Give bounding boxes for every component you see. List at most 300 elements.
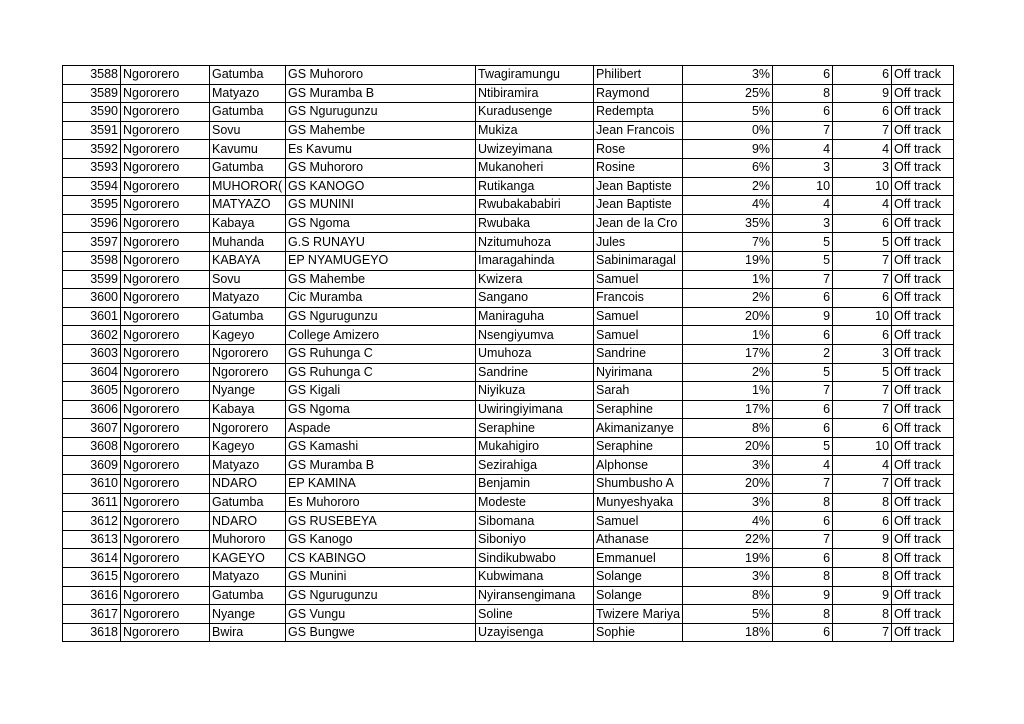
- cell-district: Ngororero: [121, 549, 210, 568]
- cell-row-id: 3604: [63, 363, 121, 382]
- cell-sector: Nyange: [210, 605, 286, 624]
- cell-score-a: 4: [773, 140, 833, 159]
- cell-district: Ngororero: [121, 307, 210, 326]
- cell-last-name: Mukiza: [476, 121, 594, 140]
- cell-district: Ngororero: [121, 344, 210, 363]
- cell-score-a: 2: [773, 344, 833, 363]
- cell-sector: Kabaya: [210, 400, 286, 419]
- table-row: [63, 363, 954, 382]
- table-row: [63, 251, 954, 270]
- cell-first-name: Nyirimana: [594, 363, 683, 382]
- cell-last-name: Nsengiyumva: [476, 326, 594, 345]
- cell-school: GS Munini: [286, 568, 476, 587]
- cell-first-name: Munyeshyaka: [594, 493, 683, 512]
- cell-district: Ngororero: [121, 456, 210, 475]
- table-row: [63, 66, 954, 85]
- cell-score-b: 7: [833, 400, 892, 419]
- cell-score-a: 4: [773, 196, 833, 215]
- cell-last-name: Uzayisenga: [476, 623, 594, 642]
- cell-district: Ngororero: [121, 419, 210, 438]
- cell-score-a: 6: [773, 512, 833, 531]
- cell-sector: KABAYA: [210, 251, 286, 270]
- cell-score-b: 7: [833, 382, 892, 401]
- cell-status: Off track: [892, 586, 954, 605]
- cell-sector: Gatumba: [210, 103, 286, 122]
- cell-last-name: Maniraguha: [476, 307, 594, 326]
- cell-school: G.S RUNAYU: [286, 233, 476, 252]
- table-row: [63, 177, 954, 196]
- cell-status: Off track: [892, 605, 954, 624]
- table-row: [63, 623, 954, 642]
- table-row: [63, 512, 954, 531]
- cell-district: Ngororero: [121, 568, 210, 587]
- table-row: [63, 289, 954, 308]
- cell-sector: Matyazo: [210, 456, 286, 475]
- cell-sector: Bwira: [210, 623, 286, 642]
- cell-score-b: 10: [833, 307, 892, 326]
- table-row: [63, 103, 954, 122]
- cell-score-b: 7: [833, 623, 892, 642]
- data-table: [62, 65, 954, 642]
- cell-district: Ngororero: [121, 196, 210, 215]
- cell-status: Off track: [892, 437, 954, 456]
- cell-percent: 6%: [683, 158, 773, 177]
- cell-row-id: 3603: [63, 344, 121, 363]
- table-row: [63, 605, 954, 624]
- cell-last-name: Kwizera: [476, 270, 594, 289]
- cell-percent: 5%: [683, 103, 773, 122]
- cell-score-b: 10: [833, 437, 892, 456]
- cell-school: GS Ngurugunzu: [286, 586, 476, 605]
- cell-score-a: 7: [773, 475, 833, 494]
- cell-last-name: Soline: [476, 605, 594, 624]
- cell-sector: Ngororero: [210, 363, 286, 382]
- cell-sector: Ngororero: [210, 419, 286, 438]
- cell-school: GS Kigali: [286, 382, 476, 401]
- cell-last-name: Seraphine: [476, 419, 594, 438]
- cell-row-id: 3599: [63, 270, 121, 289]
- cell-district: Ngororero: [121, 103, 210, 122]
- cell-percent: 1%: [683, 382, 773, 401]
- cell-score-a: 6: [773, 326, 833, 345]
- cell-score-a: 8: [773, 605, 833, 624]
- cell-last-name: Nyiransengimana: [476, 586, 594, 605]
- cell-school: Cic Muramba: [286, 289, 476, 308]
- cell-school: Es Muhororo: [286, 493, 476, 512]
- cell-sector: Sovu: [210, 270, 286, 289]
- cell-row-id: 3596: [63, 214, 121, 233]
- cell-last-name: Modeste: [476, 493, 594, 512]
- cell-district: Ngororero: [121, 214, 210, 233]
- cell-score-b: 4: [833, 456, 892, 475]
- cell-school: GS Mahembe: [286, 270, 476, 289]
- cell-sector: Muhanda: [210, 233, 286, 252]
- cell-first-name: Sabinimaragal: [594, 251, 683, 270]
- table-row: [63, 326, 954, 345]
- cell-last-name: Sezirahiga: [476, 456, 594, 475]
- cell-school: GS MUNINI: [286, 196, 476, 215]
- cell-row-id: 3589: [63, 84, 121, 103]
- cell-percent: 3%: [683, 568, 773, 587]
- cell-score-b: 9: [833, 586, 892, 605]
- cell-first-name: Rosine: [594, 158, 683, 177]
- cell-sector: Matyazo: [210, 84, 286, 103]
- table-row: [63, 140, 954, 159]
- cell-first-name: Samuel: [594, 270, 683, 289]
- cell-row-id: 3590: [63, 103, 121, 122]
- cell-percent: 5%: [683, 605, 773, 624]
- table-row: [63, 475, 954, 494]
- cell-score-a: 7: [773, 121, 833, 140]
- cell-score-a: 8: [773, 568, 833, 587]
- cell-score-a: 8: [773, 493, 833, 512]
- cell-score-a: 3: [773, 158, 833, 177]
- cell-status: Off track: [892, 289, 954, 308]
- cell-row-id: 3611: [63, 493, 121, 512]
- cell-last-name: Uwiringiyimana: [476, 400, 594, 419]
- cell-score-a: 8: [773, 84, 833, 103]
- cell-percent: 1%: [683, 326, 773, 345]
- cell-sector: Gatumba: [210, 493, 286, 512]
- cell-score-b: 7: [833, 121, 892, 140]
- cell-percent: 35%: [683, 214, 773, 233]
- cell-score-b: 7: [833, 270, 892, 289]
- cell-score-b: 8: [833, 549, 892, 568]
- cell-score-b: 4: [833, 140, 892, 159]
- cell-sector: MUHOROR(: [210, 177, 286, 196]
- cell-district: Ngororero: [121, 158, 210, 177]
- cell-row-id: 3602: [63, 326, 121, 345]
- cell-school: GS Ngoma: [286, 214, 476, 233]
- table-row: [63, 233, 954, 252]
- cell-percent: 3%: [683, 456, 773, 475]
- cell-status: Off track: [892, 103, 954, 122]
- cell-score-a: 5: [773, 437, 833, 456]
- cell-last-name: Rwubaka: [476, 214, 594, 233]
- cell-percent: 17%: [683, 400, 773, 419]
- table-row: [63, 456, 954, 475]
- cell-school: GS Muramba B: [286, 84, 476, 103]
- cell-score-a: 6: [773, 103, 833, 122]
- cell-district: Ngororero: [121, 437, 210, 456]
- cell-score-b: 6: [833, 326, 892, 345]
- cell-last-name: Kubwimana: [476, 568, 594, 587]
- cell-score-b: 6: [833, 103, 892, 122]
- cell-first-name: Jean de la Cro: [594, 214, 683, 233]
- cell-district: Ngororero: [121, 289, 210, 308]
- cell-first-name: Solange: [594, 586, 683, 605]
- cell-status: Off track: [892, 270, 954, 289]
- cell-status: Off track: [892, 419, 954, 438]
- cell-first-name: Sophie: [594, 623, 683, 642]
- cell-school: GS Ngoma: [286, 400, 476, 419]
- cell-score-b: 8: [833, 605, 892, 624]
- cell-score-a: 5: [773, 233, 833, 252]
- cell-percent: 2%: [683, 363, 773, 382]
- cell-sector: KAGEYO: [210, 549, 286, 568]
- cell-school: GS Mahembe: [286, 121, 476, 140]
- cell-status: Off track: [892, 121, 954, 140]
- cell-status: Off track: [892, 177, 954, 196]
- cell-status: Off track: [892, 382, 954, 401]
- cell-sector: NDARO: [210, 475, 286, 494]
- cell-percent: 3%: [683, 493, 773, 512]
- table-row: [63, 307, 954, 326]
- cell-district: Ngororero: [121, 586, 210, 605]
- cell-last-name: Imaragahinda: [476, 251, 594, 270]
- cell-row-id: 3607: [63, 419, 121, 438]
- cell-first-name: Jean Baptiste: [594, 177, 683, 196]
- cell-row-id: 3595: [63, 196, 121, 215]
- cell-score-a: 5: [773, 251, 833, 270]
- cell-status: Off track: [892, 549, 954, 568]
- cell-first-name: Seraphine: [594, 400, 683, 419]
- cell-sector: Gatumba: [210, 586, 286, 605]
- cell-row-id: 3608: [63, 437, 121, 456]
- cell-first-name: Sandrine: [594, 344, 683, 363]
- cell-row-id: 3592: [63, 140, 121, 159]
- cell-row-id: 3597: [63, 233, 121, 252]
- cell-last-name: Sindikubwabo: [476, 549, 594, 568]
- cell-last-name: Sangano: [476, 289, 594, 308]
- table-row: [63, 344, 954, 363]
- cell-first-name: Jean Francois: [594, 121, 683, 140]
- cell-sector: Gatumba: [210, 158, 286, 177]
- cell-score-a: 10: [773, 177, 833, 196]
- cell-first-name: Alphonse: [594, 456, 683, 475]
- cell-first-name: Solange: [594, 568, 683, 587]
- table-row: [63, 437, 954, 456]
- cell-sector: Kabaya: [210, 214, 286, 233]
- cell-row-id: 3594: [63, 177, 121, 196]
- table-row: [63, 196, 954, 215]
- table-row: [63, 530, 954, 549]
- cell-row-id: 3615: [63, 568, 121, 587]
- cell-first-name: Athanase: [594, 530, 683, 549]
- cell-score-a: 6: [773, 400, 833, 419]
- cell-score-b: 9: [833, 530, 892, 549]
- cell-district: Ngororero: [121, 493, 210, 512]
- cell-sector: Kageyo: [210, 326, 286, 345]
- cell-first-name: Rose: [594, 140, 683, 159]
- table-row: [63, 214, 954, 233]
- cell-first-name: Samuel: [594, 512, 683, 531]
- cell-percent: 17%: [683, 344, 773, 363]
- cell-district: Ngororero: [121, 270, 210, 289]
- cell-score-a: 5: [773, 363, 833, 382]
- cell-score-a: 9: [773, 307, 833, 326]
- cell-status: Off track: [892, 363, 954, 382]
- cell-school: GS RUSEBEYA: [286, 512, 476, 531]
- cell-last-name: Niyikuza: [476, 382, 594, 401]
- cell-school: GS Ruhunga C: [286, 344, 476, 363]
- cell-score-b: 6: [833, 289, 892, 308]
- cell-percent: 19%: [683, 549, 773, 568]
- cell-row-id: 3609: [63, 456, 121, 475]
- cell-school: GS Ruhunga C: [286, 363, 476, 382]
- table-row: [63, 493, 954, 512]
- cell-percent: 25%: [683, 84, 773, 103]
- cell-sector: Matyazo: [210, 568, 286, 587]
- cell-score-a: 7: [773, 530, 833, 549]
- cell-last-name: Benjamin: [476, 475, 594, 494]
- cell-district: Ngororero: [121, 400, 210, 419]
- cell-status: Off track: [892, 233, 954, 252]
- cell-first-name: Philibert: [594, 66, 683, 85]
- cell-first-name: Jean Baptiste: [594, 196, 683, 215]
- cell-district: Ngororero: [121, 605, 210, 624]
- cell-first-name: Redempta: [594, 103, 683, 122]
- cell-status: Off track: [892, 196, 954, 215]
- cell-last-name: Mukahigiro: [476, 437, 594, 456]
- cell-school: GS Ngurugunzu: [286, 103, 476, 122]
- cell-last-name: Sandrine: [476, 363, 594, 382]
- cell-first-name: Sarah: [594, 382, 683, 401]
- cell-first-name: Samuel: [594, 307, 683, 326]
- cell-district: Ngororero: [121, 326, 210, 345]
- cell-score-b: 7: [833, 251, 892, 270]
- cell-district: Ngororero: [121, 512, 210, 531]
- cell-first-name: Samuel: [594, 326, 683, 345]
- cell-sector: Ngororero: [210, 344, 286, 363]
- cell-district: Ngororero: [121, 623, 210, 642]
- cell-status: Off track: [892, 568, 954, 587]
- cell-row-id: 3617: [63, 605, 121, 624]
- cell-row-id: 3614: [63, 549, 121, 568]
- cell-sector: Gatumba: [210, 307, 286, 326]
- cell-score-a: 6: [773, 549, 833, 568]
- cell-sector: Sovu: [210, 121, 286, 140]
- cell-first-name: Emmanuel: [594, 549, 683, 568]
- cell-score-b: 9: [833, 84, 892, 103]
- cell-status: Off track: [892, 400, 954, 419]
- cell-score-b: 10: [833, 177, 892, 196]
- cell-row-id: 3598: [63, 251, 121, 270]
- cell-status: Off track: [892, 84, 954, 103]
- cell-sector: Muhororo: [210, 530, 286, 549]
- table-row: [63, 400, 954, 419]
- table-row: [63, 121, 954, 140]
- cell-school: Aspade: [286, 419, 476, 438]
- cell-first-name: Jules: [594, 233, 683, 252]
- cell-sector: Kavumu: [210, 140, 286, 159]
- cell-score-a: 4: [773, 456, 833, 475]
- cell-last-name: Sibomana: [476, 512, 594, 531]
- table-row: [63, 382, 954, 401]
- table-row: [63, 568, 954, 587]
- cell-status: Off track: [892, 307, 954, 326]
- cell-district: Ngororero: [121, 66, 210, 85]
- cell-first-name: Twizere Mariya: [594, 605, 683, 624]
- table-row: [63, 586, 954, 605]
- cell-school: CS KABINGO: [286, 549, 476, 568]
- table-row: [63, 84, 954, 103]
- cell-score-b: 6: [833, 419, 892, 438]
- cell-score-a: 7: [773, 270, 833, 289]
- cell-status: Off track: [892, 251, 954, 270]
- cell-school: EP NYAMUGEYO: [286, 251, 476, 270]
- cell-score-b: 4: [833, 196, 892, 215]
- cell-score-a: 6: [773, 66, 833, 85]
- table-row: [63, 549, 954, 568]
- cell-score-b: 3: [833, 158, 892, 177]
- cell-row-id: 3610: [63, 475, 121, 494]
- cell-percent: 9%: [683, 140, 773, 159]
- cell-district: Ngororero: [121, 530, 210, 549]
- cell-percent: 19%: [683, 251, 773, 270]
- cell-percent: 4%: [683, 196, 773, 215]
- cell-score-a: 6: [773, 289, 833, 308]
- cell-score-a: 6: [773, 623, 833, 642]
- cell-percent: 4%: [683, 512, 773, 531]
- cell-district: Ngororero: [121, 233, 210, 252]
- cell-percent: 0%: [683, 121, 773, 140]
- cell-sector: Kageyo: [210, 437, 286, 456]
- cell-first-name: Shumbusho A: [594, 475, 683, 494]
- table-row: [63, 158, 954, 177]
- table-body: [63, 66, 954, 642]
- cell-last-name: Rwubakababiri: [476, 196, 594, 215]
- cell-percent: 2%: [683, 177, 773, 196]
- cell-last-name: Uwizeyimana: [476, 140, 594, 159]
- cell-status: Off track: [892, 158, 954, 177]
- cell-district: Ngororero: [121, 475, 210, 494]
- cell-status: Off track: [892, 66, 954, 85]
- cell-row-id: 3606: [63, 400, 121, 419]
- table-row: [63, 419, 954, 438]
- cell-status: Off track: [892, 623, 954, 642]
- cell-last-name: Umuhoza: [476, 344, 594, 363]
- cell-school: GS KANOGO: [286, 177, 476, 196]
- cell-school: College Amizero: [286, 326, 476, 345]
- cell-status: Off track: [892, 214, 954, 233]
- cell-first-name: Raymond: [594, 84, 683, 103]
- cell-school: GS Kanogo: [286, 530, 476, 549]
- cell-last-name: Twagiramungu: [476, 66, 594, 85]
- cell-score-a: 3: [773, 214, 833, 233]
- cell-first-name: Akimanizanye: [594, 419, 683, 438]
- cell-score-b: 6: [833, 66, 892, 85]
- cell-score-b: 8: [833, 493, 892, 512]
- cell-row-id: 3593: [63, 158, 121, 177]
- cell-last-name: Nzitumuhoza: [476, 233, 594, 252]
- cell-sector: NDARO: [210, 512, 286, 531]
- cell-district: Ngororero: [121, 84, 210, 103]
- cell-first-name: Seraphine: [594, 437, 683, 456]
- cell-percent: 7%: [683, 233, 773, 252]
- cell-sector: Nyange: [210, 382, 286, 401]
- cell-status: Off track: [892, 456, 954, 475]
- cell-percent: 18%: [683, 623, 773, 642]
- cell-status: Off track: [892, 326, 954, 345]
- cell-percent: 8%: [683, 586, 773, 605]
- cell-school: GS Vungu: [286, 605, 476, 624]
- cell-row-id: 3618: [63, 623, 121, 642]
- cell-sector: Matyazo: [210, 289, 286, 308]
- cell-percent: 2%: [683, 289, 773, 308]
- cell-school: EP KAMINA: [286, 475, 476, 494]
- cell-percent: 20%: [683, 437, 773, 456]
- cell-status: Off track: [892, 493, 954, 512]
- cell-first-name: Francois: [594, 289, 683, 308]
- cell-school: GS Muhororo: [286, 66, 476, 85]
- cell-status: Off track: [892, 344, 954, 363]
- cell-status: Off track: [892, 475, 954, 494]
- cell-school: GS Muhororo: [286, 158, 476, 177]
- table-row: [63, 270, 954, 289]
- cell-percent: 1%: [683, 270, 773, 289]
- cell-score-b: 6: [833, 214, 892, 233]
